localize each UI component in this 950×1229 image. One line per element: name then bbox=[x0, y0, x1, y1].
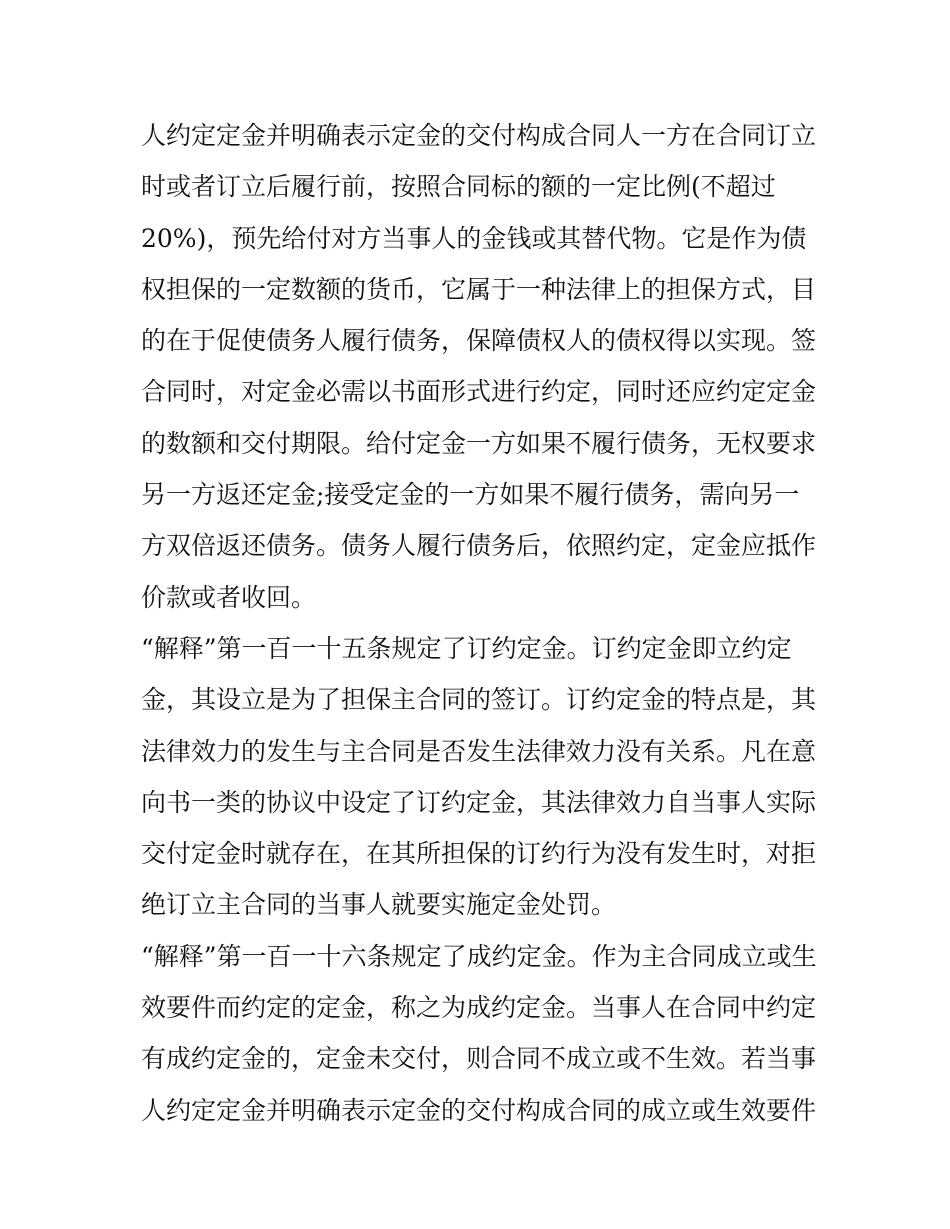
text-line: 法律效力的发生与主合同是否发生法律效力没有关系。凡在意 bbox=[141, 736, 817, 766]
text-line: 绝订立主合同的当事人就要实施定金处罚。 bbox=[141, 890, 617, 920]
text-line: 价款或者收回。 bbox=[141, 582, 317, 612]
text-line: 向书一类的协议中设定了订约定金，其法律效力自当事人实际 bbox=[141, 787, 817, 817]
text-line: “解释”第一百一十六条规定了成约定金。作为主合同成立或生 bbox=[141, 941, 817, 971]
text-line: 人约定定金并明确表示定金的交付构成合同的成立或生效要件 bbox=[141, 1095, 817, 1125]
text-line: 另一方返还定金;接受定金的一方如果不履行债务，需向另一 bbox=[141, 480, 800, 510]
text-line: 时或者订立后履行前，按照合同标的额的一定比例(不超过 bbox=[141, 172, 776, 202]
document-body bbox=[141, 110, 821, 1136]
text-line: 20%)，预先给付对方当事人的金钱或其替代物。它是作为债 bbox=[141, 223, 807, 253]
text-line: 的在于促使债务人履行债务，保障债权人的债权得以实现。签 bbox=[141, 326, 817, 356]
text-line: 效要件而约定的定金，称之为成约定金。当事人在合同中约定 bbox=[141, 993, 817, 1023]
text-line: 金，其设立是为了担保主合同的签订。订约定金的特点是，其 bbox=[141, 685, 817, 715]
text-line: 的数额和交付期限。给付定金一方如果不履行债务，无权要求 bbox=[141, 428, 817, 458]
text-line: 交付定金时就存在，在其所担保的订约行为没有发生时，对拒 bbox=[141, 839, 817, 869]
text-line: 方双倍返还债务。债务人履行债务后，依照约定，定金应抵作 bbox=[141, 531, 817, 561]
text-line: “解释”第一百一十五条规定了订约定金。订约定金即立约定 bbox=[141, 633, 792, 663]
text-line: 权担保的一定数额的货币，它属于一种法律上的担保方式，目 bbox=[141, 274, 817, 304]
text-line: 合同时，对定金必需以书面形式进行约定，同时还应约定定金 bbox=[141, 377, 817, 407]
text-line: 人约定定金并明确表示定金的交付构成合同人一方在合同订立 bbox=[141, 121, 817, 150]
text-line: 有成约定金的，定金未交付，则合同不成立或不生效。若当事 bbox=[141, 1044, 817, 1074]
